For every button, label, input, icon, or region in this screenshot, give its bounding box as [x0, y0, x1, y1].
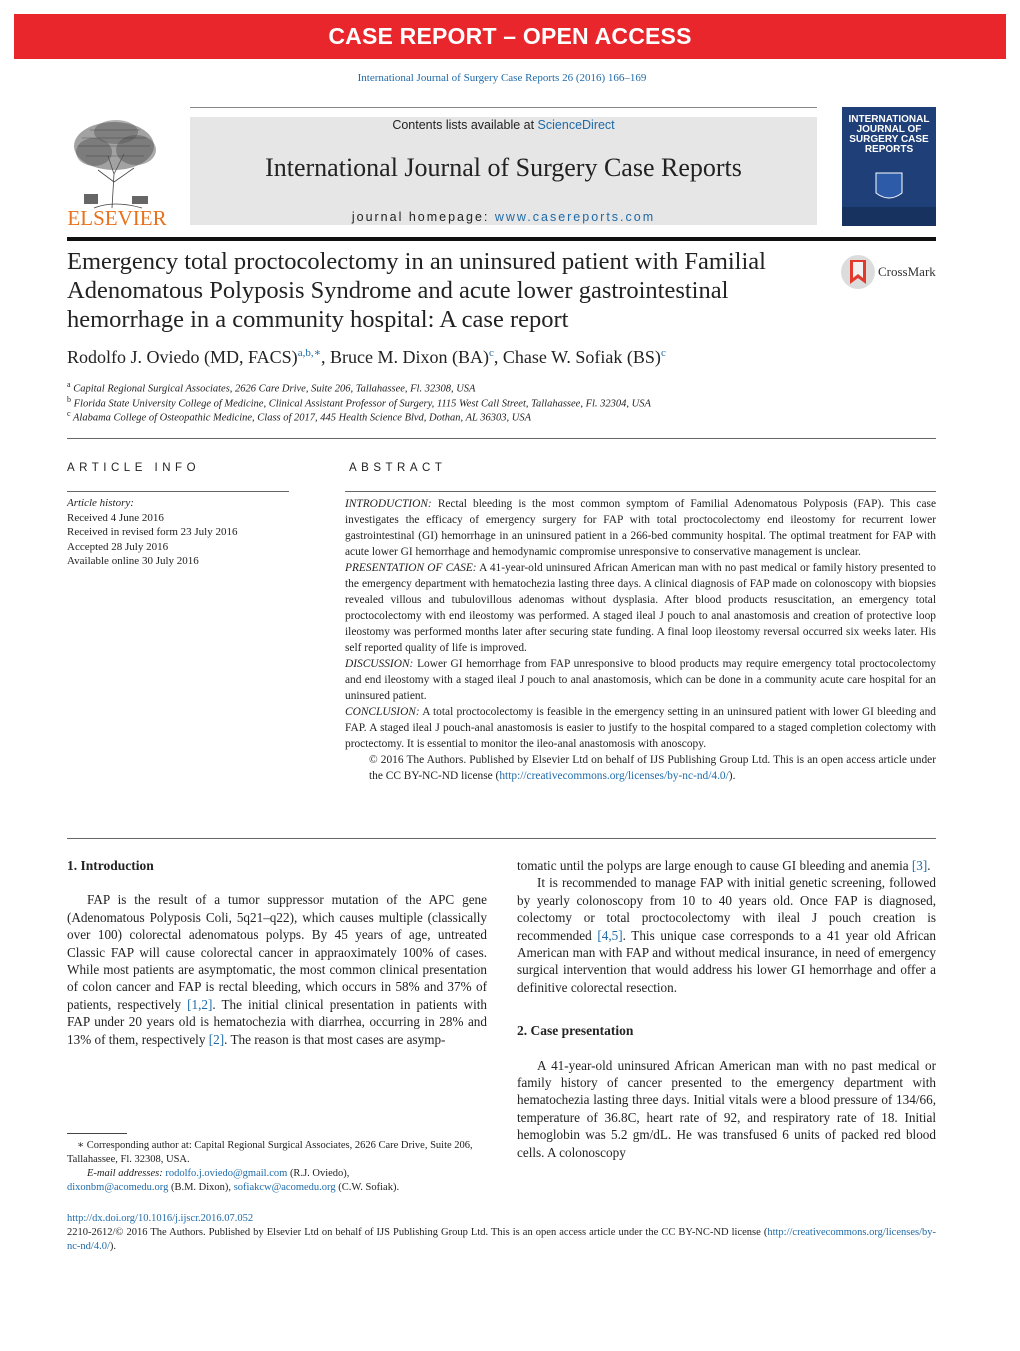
abstract-heading: ABSTRACT [349, 462, 447, 474]
issn-text: 2210-2612/© 2016 The Authors. Published by Elsevier Ltd on behalf of IJS Publishing Group Ltd. This is an open access article under the CC BY-NC-ND license ( [67, 1227, 768, 1238]
abstract-conclusion [345, 704, 936, 752]
author-separator: , [493, 347, 503, 367]
journal-citation-link[interactable]: International Journal of Surgery Case Reports 26 (2016) 166–169 [357, 72, 647, 84]
history-item: Received in revised form 23 July 2016 [67, 526, 238, 538]
body-text: FAP is the result of a tumor suppressor mutation of the APC gene (Adenomatous Polyposis Coli, 5q21–q22), which causes multiple (classically over 100) colorectal adenomatous polyps. By 45 years of age, untreated Classic FAP will cause colorectal cancer in appraoximately 100% of cases. While most patients are asymptomatic, the most common clinical presentation of colon cancer and FAP is rectal bleeding, which occurs in 58% and 37% of patients, respectively [67, 892, 487, 1012]
email-label: E-mail addresses: [87, 1168, 166, 1179]
reference-link[interactable]: [4,5] [597, 927, 623, 943]
affiliation-a [67, 380, 475, 395]
case-paragraph: A 41-year-old uninsured African American man with no past medical or family history of cancer presented to the emergency department with hematochezia lasting three days. Initial vitals were a blood pressure of 134/66, temperature of 36.8C, heart rate of 92, and respiratory rate of 18. Initial hemoglobin was 5.2 gm/dL. He was transfused 6 units of packed red blood cells. A colonoscopy [517, 1057, 936, 1160]
reference-link[interactable]: [2] [208, 1031, 225, 1047]
crossmark-label: CrossMark [878, 264, 936, 279]
body-text: tomatic until the polyps are large enough to cause GI bleeding and anemia [517, 858, 912, 873]
affiliation-c [67, 409, 531, 424]
journal-title: International Journal of Surgery Case Reports [265, 153, 742, 182]
body-column-left [67, 857, 487, 1048]
journal-cover-image[interactable] [842, 107, 936, 226]
reference-link[interactable]: [1,2] [187, 996, 213, 1012]
email-owner: (C.W. Sofiak). [335, 1182, 400, 1193]
body-text: . The initial clinical presentation in patients with FAP under 20 years old is hematochezia with diarrhea, occurring in 28% and 13% of them, respectively [67, 996, 487, 1047]
body-text: . This unique case corresponds to a 41 year old African American man with FAP and without medical insurance, in need of emergency surgical intervention that would address his lower GI hemorrhage and offer a definitive colorectal resection. [517, 927, 936, 995]
abstract-section-label: CONCLUSION: [345, 706, 420, 718]
introduction-paragraph [517, 874, 936, 996]
body-text: It is recommended to manage FAP with initial genetic screening, followed by yearly colonoscopy from 10 to 40 years old. Once FAP is diagnosed, colectomy or total proctocolectomy with ileal J pouch creation is recommended [517, 875, 936, 943]
abstract-discussion [345, 656, 936, 704]
sciencedirect-link[interactable]: ScienceDirect [537, 118, 615, 132]
author-name: Rodolfo J. Oviedo (MD, FACS) [67, 347, 298, 367]
abstract-section-text: A 41-year-old uninsured African American man with no past medical or family history presented to the emergency department with hematochezia lasting three days. A clinical diagnosis of FAP made on colonoscopy with biopsies revealed villous and tubulovillous adenomas without dysplasia. After blood products resuscitation, an emergency total proctocolectomy with end ileostomy was performed. A staged ileal J pouch to anal anastomosis and creation of protective loop ileostomy was performed months later after securing state funding. A final loop ileostomy reversal occurred six weeks later. His self reported quality of life is improved. [345, 562, 936, 654]
abstract-body [345, 496, 936, 784]
divider [67, 438, 936, 439]
introduction-paragraph [67, 891, 487, 1048]
history-item: Available online 30 July 2016 [67, 555, 199, 567]
affiliation-text: Florida State University College of Medicine, Clinical Assistant Professor of Surgery, 1115 West Call Street, Tallahassee, Fl. 32304, USA [73, 398, 651, 410]
article-info-heading: ARTICLE INFO [67, 462, 201, 474]
introduction-continued [517, 857, 936, 874]
author-name: Chase W. Sofiak (BS) [502, 347, 661, 367]
contents-line [190, 118, 817, 132]
abstract-copyright [345, 752, 936, 784]
abstract-section-text: Lower GI hemorrhage from FAP unresponsive to blood products may require emergency total proctocolectomy and end ileostomy with a staged ileal J pouch to anal anastomosis, which can be done in a community acute care hospital for an uninsured patient. [345, 658, 936, 702]
crossmark-badge[interactable] [840, 254, 938, 290]
author-separator: , [321, 347, 331, 367]
author-affiliation-marker[interactable]: c [660, 347, 666, 359]
email-link[interactable]: dixonbm@acomedu.org [67, 1182, 169, 1193]
section-heading-case-presentation: 2. Case presentation [517, 1023, 634, 1039]
homepage-line [190, 210, 817, 224]
page-footer [67, 1212, 936, 1254]
cover-shield-icon [842, 107, 936, 226]
abstract-section-label: PRESENTATION OF CASE: [345, 562, 477, 574]
divider [345, 491, 936, 492]
body-text: . [927, 858, 931, 873]
email-line [67, 1181, 487, 1195]
author-name: Bruce M. Dixon (BA) [330, 347, 490, 367]
affiliation-marker: b [67, 395, 71, 404]
abstract-section-label: DISCUSSION: [345, 658, 414, 670]
author-affiliation-marker[interactable]: a,b,∗ [297, 347, 322, 359]
abstract-introduction [345, 496, 936, 560]
history-item: Received 4 June 2016 [67, 511, 164, 524]
article-history [67, 496, 297, 569]
email-link[interactable]: sofiakcw@acomedu.org [233, 1182, 336, 1193]
body-column-right [517, 857, 936, 1161]
email-link[interactable]: rodolfo.j.oviedo@gmail.com [165, 1168, 288, 1179]
banner-text: CASE REPORT – OPEN ACCESS [328, 23, 692, 49]
section-heading-introduction: 1. Introduction [67, 858, 154, 873]
issn-line [67, 1226, 936, 1254]
masthead-rule [67, 237, 936, 241]
elsevier-logo [64, 116, 170, 228]
copyright-suffix: ). [728, 770, 736, 782]
homepage-prefix: journal homepage: [351, 210, 495, 224]
abstract-presentation [345, 560, 936, 656]
history-label: Article history: [67, 497, 134, 509]
copyright-text: © 2016 The Authors. Published by Elsevier Ltd on behalf of IJS Publishing Group Ltd. This is an open access article under the CC BY-NC-ND license ( [369, 754, 936, 782]
abstract-section-text: A total proctocolectomy is feasible in the emergency setting in an uninsured patient with lower GI bleeding and FAP. A staged ileal J pouch-anal anastomosis is easier to justify to the hospital compared to a staged completion colectomy with proctectomy. It is essential to monitor the ileo-anal anastomosis with anoscopy. [345, 706, 936, 750]
history-item: Accepted 28 July 2016 [67, 540, 169, 553]
divider [67, 838, 936, 839]
author-affiliation-marker[interactable]: c [489, 347, 494, 359]
open-access-banner [14, 14, 1006, 59]
doi-link[interactable]: http://dx.doi.org/10.1016/j.ijscr.2016.07.052 [67, 1213, 254, 1224]
affiliation-text: Alabama College of Osteopathic Medicine, Class of 2017, 445 Health Science Blvd, Dothan, AL 36303, USA [73, 412, 532, 424]
author-list [67, 346, 927, 368]
crossmark-icon [840, 254, 880, 290]
corresponding-author-footnote [67, 1139, 487, 1195]
divider [190, 107, 817, 108]
email-owner: (B.M. Dixon), [168, 1182, 234, 1193]
contents-prefix: Contents lists available at [392, 118, 538, 132]
body-text: . The reason is that most cases are asymp- [224, 1031, 446, 1047]
cover-title: INTERNATIONAL JOURNAL OF SURGERY CASE REPORTS [848, 114, 930, 155]
abstract-section-label: INTRODUCTION: [345, 498, 432, 510]
article-title: Emergency total proctocolectomy in an uninsured patient with Familial Adenomatous Polyposis Syndrome and acute lower gastrointestinal hemorrhage in a community hospital: A case report [67, 248, 766, 333]
affiliation-marker: c [67, 409, 71, 418]
license-link[interactable]: http://creativecommons.org/licenses/by-nc-nd/4.0/ [67, 1227, 936, 1252]
reference-link[interactable]: [3] [911, 858, 928, 873]
corresponding-author-text: ∗ Corresponding author at: Capital Regional Surgical Associates, 2626 Care Drive, Suite 206, Tallahassee, Fl. 32308, USA. [67, 1140, 473, 1165]
abstract-section-text: Rectal bleeding is the most common symptom of Familial Adenomatous Polyposis (FAP). This case investigates the efficacy of emergency surgery for FAP with total proctocolectomy end ileostomy for recurrent lower gastrointestinal (GI) hemorrhage in an uninsured patient in a 266-bed community hospital. The optimal treatment for FAP with acute lower GI hemorrhage and hemodynamic compromise unresponsive to conservative management is unclear. [345, 498, 936, 558]
issn-suffix: ). [109, 1241, 116, 1252]
footnote-rule [67, 1133, 127, 1134]
email-owner: (R.J. Oviedo), [287, 1168, 350, 1179]
homepage-link[interactable]: www.casereports.com [494, 210, 656, 224]
affiliation-b [67, 395, 651, 410]
elsevier-wordmark: ELSEVIER [67, 206, 167, 230]
affiliation-text: Capital Regional Surgical Associates, 2626 Care Drive, Suite 206, Tallahassee, Fl. 32308, USA [73, 383, 476, 395]
affiliation-marker: a [67, 380, 71, 389]
email-line [67, 1167, 487, 1181]
divider [67, 491, 289, 492]
license-link[interactable]: http://creativecommons.org/licenses/by-nc-nd/4.0/ [499, 770, 729, 782]
